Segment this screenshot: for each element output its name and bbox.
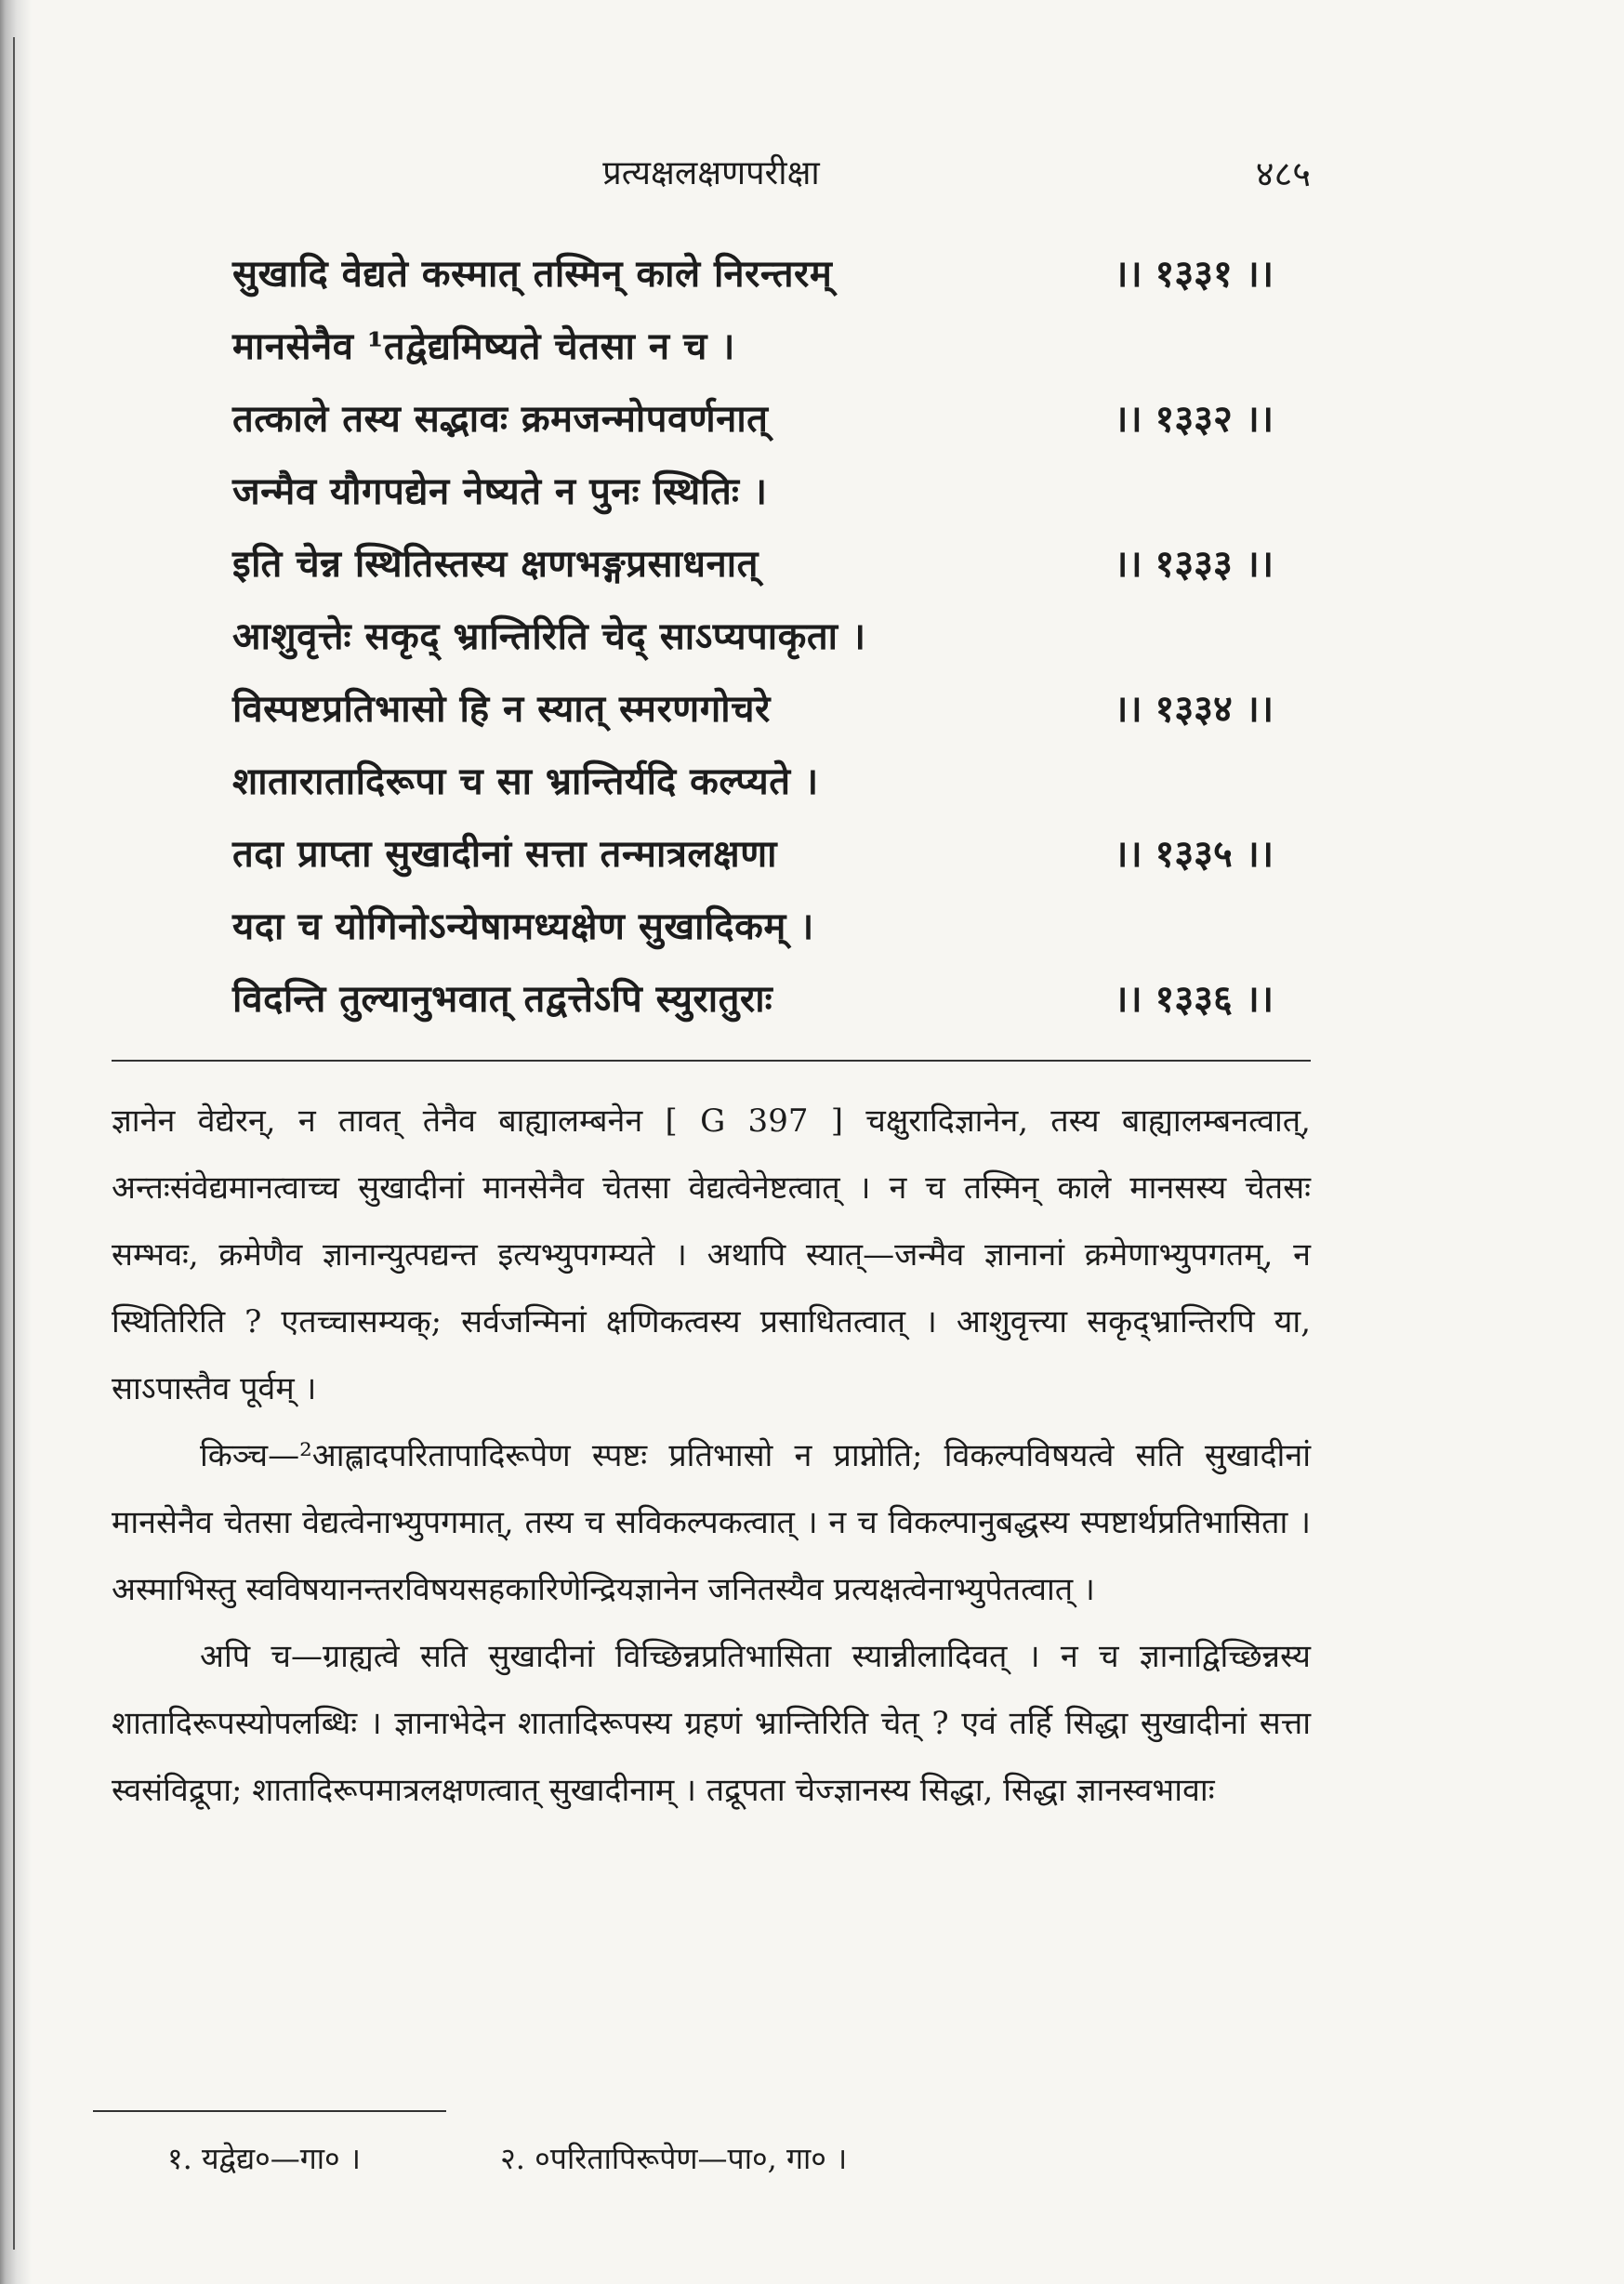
commentary-paragraph: किञ्च—²आह्लादपरितापादिरूपेण स्पष्टः प्रतिभासो न प्राप्नोति; विकल्पविषयत्वे सति सुखादीनां मानसेनैव चेतसा वेद्यत्वेनाभ्युपगमात्, तस्य च सविकल्पकत्वात् । न च विकल्पानुबद्धस्य स्पष्टार्थप्रतिभासिता । अस्माभिस्तु स्वविषयानन्तरविषयसहकारिणेन्द्रियज्ञानेन जनितस्यैव प्रत्यक्षत्वेनाभ्युपेतत्वात् ।	[112, 1437, 1311, 1608]
footnote-1: १. यद्वेद्य०—गा० ।	[167, 2141, 361, 2176]
verse-number: ।। १३३२ ।।	[1114, 397, 1274, 441]
verse-line	[232, 609, 1274, 681]
verse-text: इति चेन्न स्थितिस्तस्य क्षणभङ्गप्रसाधनात्	[232, 542, 759, 586]
verse-block	[232, 246, 1274, 1044]
verse-text: विस्पष्टप्रतिभासो हि न स्यात् स्मरणगोचरे	[232, 687, 771, 731]
verse-number: ।। १३३४ ।।	[1114, 687, 1274, 731]
verse-text: जन्मैव यौगपद्येन नेष्यते न पुनः स्थितिः ।	[232, 469, 768, 513]
verse-line	[232, 319, 1274, 391]
running-title: प्रत्यक्षलक्षणपरीक्षा	[602, 154, 820, 192]
verse-text: तदा प्राप्ता सुखादीनां सत्ता तन्मात्रलक्षणा	[232, 832, 777, 876]
verse-text: विदन्ति तुल्यानुभवात् तद्वत्तेऽपि स्युरातुराः	[232, 977, 773, 1021]
verse-line	[232, 536, 1274, 609]
scan-edge-shadow	[0, 0, 32, 2284]
verse-line	[232, 391, 1274, 464]
commentary-paragraph: ज्ञानेन वेद्येरन्, न तावत् तेनैव बाह्यालम्बनेन [ G 397 ] चक्षुरादिज्ञानेन, तस्य बाह्यालम्बनत्वात्, अन्तःसंवेद्यमानत्वाच्च सुखादीनां मानसेनैव चेतसा वेद्यत्वेनेष्टत्वात् । न च तस्मिन् काले मानसस्य चेतसः सम्भवः, क्रमेणैव ज्ञानान्युत्पद्यन्त इत्यभ्युपगम्यते । अथापि स्यात्—जन्मैव ज्ञानानां क्रमेणाभ्युपगतम्, न स्थितिरिति ? एतच्चासम्यक्; सर्वजन्मिनां क्षणिकत्वस्य प्रसाधितत्वात् । आशुवृत्त्या सकृद्भ्रान्तिरपि या, साऽपास्तैव पूर्वम् ।	[112, 1102, 1311, 1407]
page-header	[112, 139, 1311, 205]
verse-number: ।। १३३५ ।।	[1114, 832, 1274, 876]
verse-line	[232, 246, 1274, 319]
verse-text: सुखादि वेद्यते कस्मात् तस्मिन् काले निरन्तरम्	[232, 252, 833, 296]
verse-text: मानसेनैव ¹तद्वेद्यमिष्यते चेतसा न च ।	[232, 324, 735, 368]
scan-binding-line	[13, 37, 15, 2250]
section-divider	[112, 1060, 1311, 1062]
verse-line	[232, 826, 1274, 899]
verse-line	[232, 899, 1274, 971]
commentary-paragraph: अपि च—ग्राह्यत्वे सति सुखादीनां विच्छिन्नप्रतिभासिता स्यान्नीलादिवत् । न च ज्ञानाद्विच्छिन्नस्य शातादिरूपस्योपलब्धिः । ज्ञानाभेदेन शातादिरूपस्य ग्रहणं भ्रान्तिरिति चेत् ? एवं तर्हि सिद्धा सुखादीनां सत्ता स्वसंविद्रूपा; शातादिरूपमात्रलक्षणत्वात् सुखादीनाम् । तद्रूपता चेज्ज्ञानस्य सिद्धा, सिद्धा ज्ञानस्वभावाः	[112, 1638, 1311, 1809]
verse-text: शातारातादिरूपा च सा भ्रान्तिर्यदि कल्प्यते ।	[232, 759, 819, 803]
footnotes	[167, 2138, 1283, 2178]
verse-number: ।। १३३१ ।।	[1114, 252, 1274, 296]
commentary-block	[112, 1088, 1311, 1824]
verse-line	[232, 681, 1274, 754]
verse-text: तत्काले तस्य सद्भावः क्रमजन्मोपवर्णनात्	[232, 397, 769, 441]
verse-text: यदा च योगिनोऽन्येषामध्यक्षेण सुखादिकम् ।	[232, 904, 814, 948]
footnote-2: २. ०परितापिरूपेण—पा०, गा० ।	[500, 2141, 848, 2176]
verse-text: आशुवृत्तेः सकृद् भ्रान्तिरिति चेद् साऽप्यपाकृता ।	[232, 614, 866, 658]
verse-number: ।। १३३६ ।।	[1114, 977, 1274, 1021]
footnote-divider	[93, 2110, 446, 2112]
verse-line	[232, 971, 1274, 1044]
verse-number: ।। १३३३ ।।	[1114, 542, 1274, 586]
verse-line	[232, 464, 1274, 536]
page-number: ४८५	[1255, 153, 1311, 194]
verse-line	[232, 754, 1274, 826]
